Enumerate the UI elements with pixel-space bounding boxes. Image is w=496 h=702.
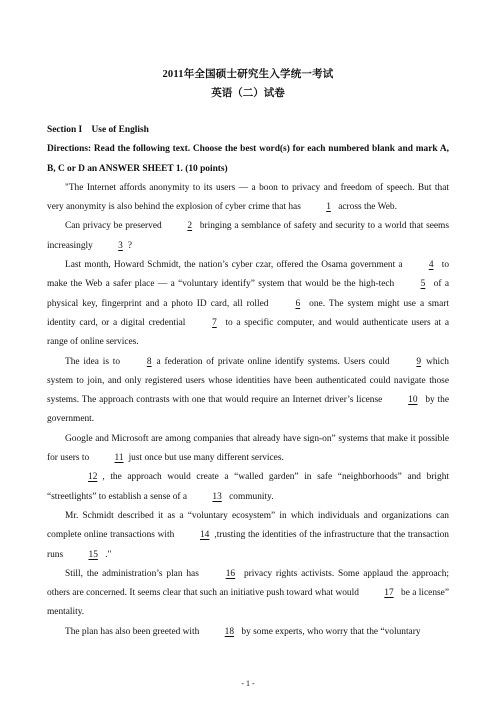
- blank-17[interactable]: 17: [384, 588, 394, 599]
- exam-title: 2011年全国硕士研究生入学统一考试: [162, 69, 334, 80]
- blank-4[interactable]: 4: [428, 260, 434, 271]
- blank-5[interactable]: 5: [420, 279, 426, 290]
- blank-2[interactable]: 2: [187, 221, 193, 232]
- blank-18[interactable]: 18: [224, 626, 235, 637]
- passage-paragraph-9: The plan has also been greeted with 18 by some experts, who worry that the “voluntary: [47, 623, 449, 642]
- passage-paragraph-5: Google and Microsoft are among companies that already have sign-on” systems that make it possible for users to 11 just once but use many different services.: [47, 430, 449, 469]
- directions-text: Directions: Read the following text. Choose the best word(s) for each numbered blank and mark A, B, C or D an ANSWER SHEET 1. (10 points): [47, 144, 449, 174]
- passage-paragraph-1: "The Internet affords anonymity to its users — a boon to privacy and freedom of speech. But that very anonymity is also behind the explosion of cyber crime that has 1 across the Web.: [47, 179, 449, 218]
- page-number: - 1 -: [241, 679, 255, 688]
- blank-3[interactable]: 3: [118, 240, 123, 251]
- blank-1[interactable]: 1: [326, 202, 331, 213]
- passage-paragraph-2: Can privacy be preserved 2 bringing a semblance of safety and security to a world that seems increasingly 3 ?: [47, 217, 449, 256]
- blank-13[interactable]: 13: [212, 491, 222, 502]
- blank-7[interactable]: 7: [212, 317, 217, 328]
- blank-11[interactable]: 11: [114, 453, 124, 464]
- blank-6[interactable]: 6: [295, 298, 301, 309]
- blank-9[interactable]: 9: [416, 356, 422, 367]
- document-body: [47, 121, 449, 642]
- passage-paragraph-3: Last month, Howard Schmidt, the nation’s cyber czar, offered the Osama government a 4 to make the Web a safer place — a “voluntary identify” system that would be the high-tech 5 of a physical key, fingerprint and a photo ID card, all rolled 6 one. The system might use a smart identity card, or a digital credential 7 to a specific computer, and would authenticate users at a range of online services.: [47, 256, 449, 352]
- blank-10[interactable]: 10: [408, 395, 418, 406]
- exam-subtitle: 英语（二）试卷: [211, 88, 285, 99]
- passage-paragraph-4: The idea is to 8 a federation of private online identify systems. Users could 9 which system to join, and only registered users whose identities have been authenticated could navigate those systems. The approach contrasts with one that would require an Internet driver’s license 10 by the government.: [47, 353, 449, 430]
- section-heading: Section I Use of English: [47, 125, 149, 135]
- blank-15[interactable]: 15: [88, 549, 98, 560]
- blank-16[interactable]: 16: [225, 568, 236, 579]
- blank-14[interactable]: 14: [199, 530, 210, 541]
- blank-8[interactable]: 8: [146, 356, 152, 367]
- passage-paragraph-7: Mr. Schmidt described it as a “voluntary ecosystem” in which individuals and organizations can complete online transactions with 14 ,trusting the identities of the infrastructure that the transaction runs 15 .": [47, 507, 449, 565]
- passage-paragraph-8: Still, the administration’s plan has 16 privacy rights activists. Some applaud the approach; others are concerned. It seems clear that such an initiative push toward what would 17 be a license” mentality.: [47, 565, 449, 623]
- passage-paragraph-6: 12 , the approach would create a “walled garden” in safe “neighborhoods” and bright “streetlights” to establish a sense of a 13 community.: [47, 468, 449, 507]
- blank-12[interactable]: 12: [88, 472, 98, 483]
